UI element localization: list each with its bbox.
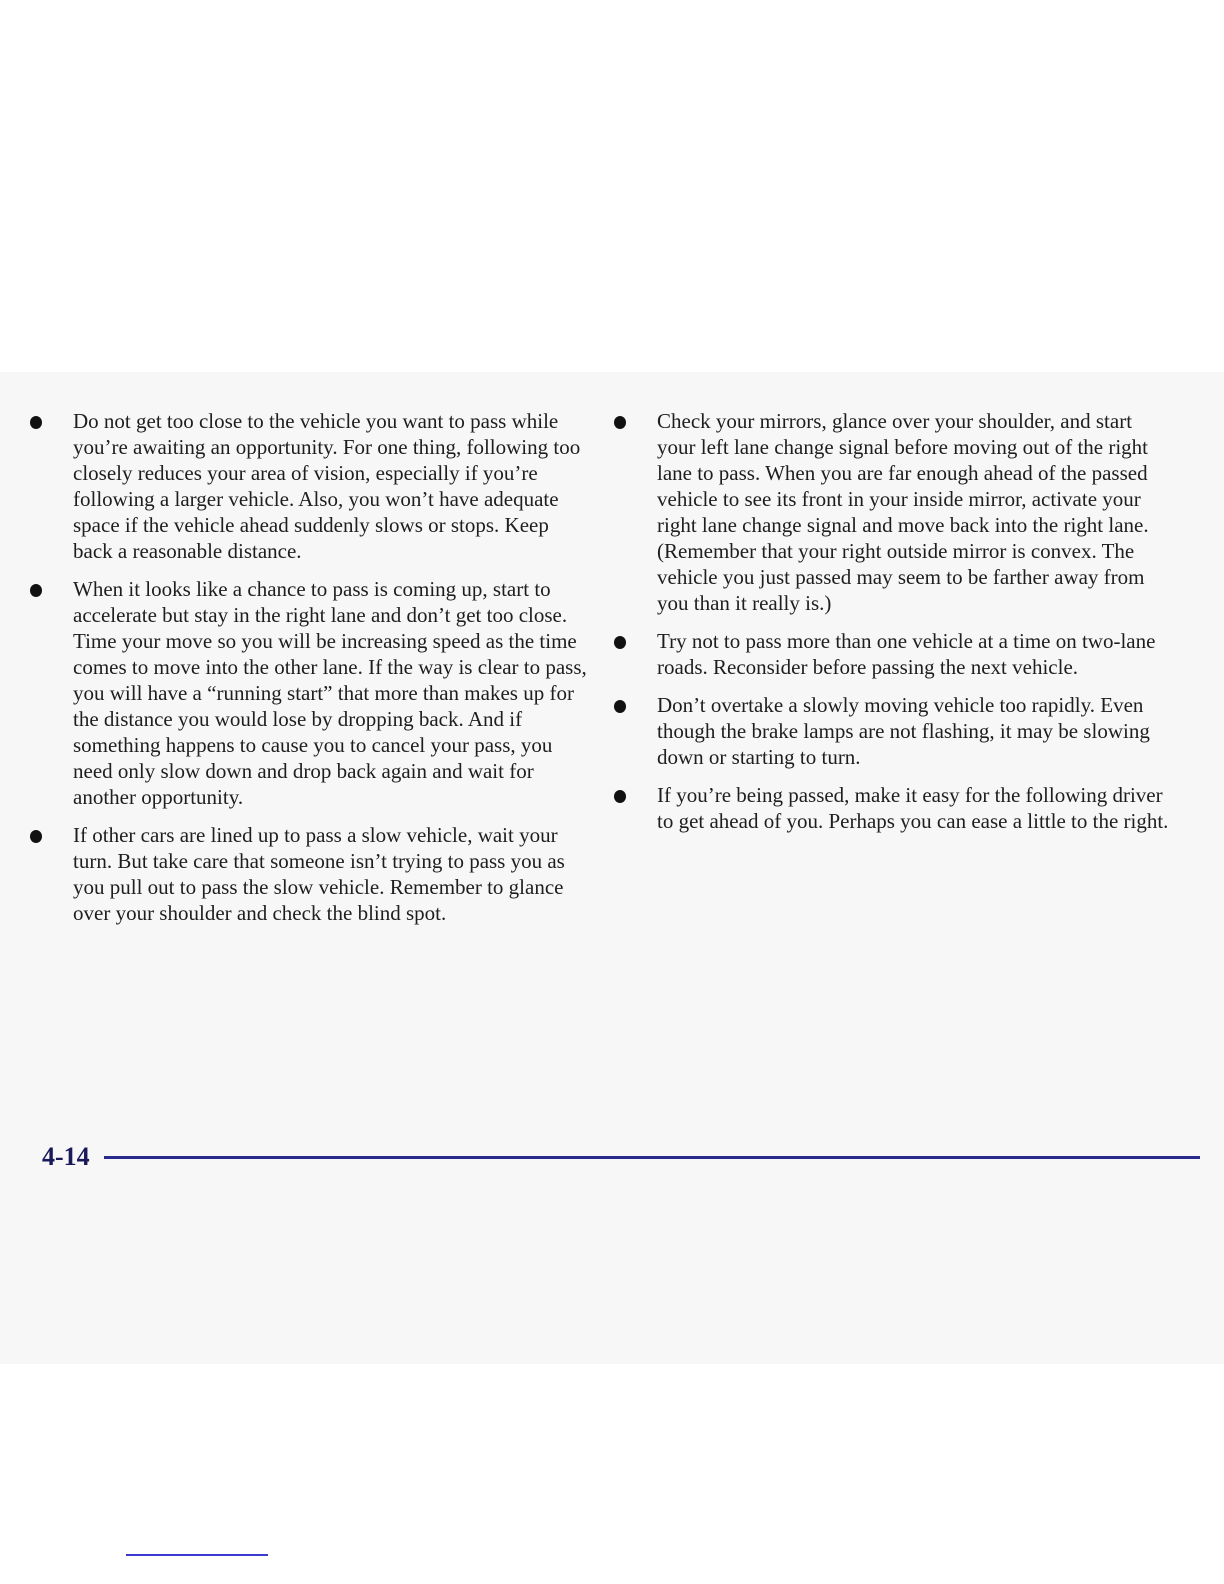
list-item xyxy=(30,576,590,810)
list-item xyxy=(30,822,590,926)
bullet-icon xyxy=(30,416,42,429)
list-item xyxy=(614,692,1174,770)
bullet-icon xyxy=(30,830,42,843)
page-footer xyxy=(42,1142,1162,1172)
bullet-icon xyxy=(614,636,626,649)
list-item xyxy=(614,628,1174,680)
list-item xyxy=(30,408,590,564)
bullet-icon xyxy=(30,584,42,597)
list-item xyxy=(614,782,1174,834)
bullet-text: Check your mirrors, glance over your shoulder, and start your left lane change signal before moving out of the right lane to pass. When you are far enough ahead of the passed vehicle to see its front in your inside mirror, activate your right lane change signal and move back into the right lane. (Remember that your right outside mirror is convex. The vehicle you just passed may seem to be farther away from you than it really is.) xyxy=(657,409,1149,615)
bullet-text: If you’re being passed, make it easy for the following driver to get ahead of you. Perhaps you can ease a little to the right. xyxy=(657,783,1169,833)
bullet-text: Try not to pass more than one vehicle at a time on two-lane roads. Reconsider before passing the next vehicle. xyxy=(657,629,1156,679)
bottom-divider xyxy=(126,1554,268,1556)
left-column xyxy=(30,408,590,938)
footer-rule xyxy=(104,1156,1200,1159)
manual-page xyxy=(0,372,1224,1364)
bullet-icon xyxy=(614,700,626,713)
bullet-icon xyxy=(614,790,626,803)
bullet-text: When it looks like a chance to pass is coming up, start to accelerate but stay in the right lane and don’t get too close. Time your move so you will be increasing speed as the time comes to move into the other lane. If the way is clear to pass, you will have a “running start” that more than makes up for the distance you would lose by dropping back. And if something happens to cause you to cancel your pass, you need only slow down and drop back again and wait for another opportunity. xyxy=(73,577,587,809)
right-column xyxy=(614,408,1174,846)
bullet-icon xyxy=(614,416,626,429)
bullet-text: Do not get too close to the vehicle you want to pass while you’re awaiting an opportunity. For one thing, following too closely reduces your area of vision, especially if you’re following a larger vehicle. Also, you won’t have adequate space if the vehicle ahead suddenly slows or stops. Keep back a reasonable distance. xyxy=(73,409,581,563)
bullet-text: If other cars are lined up to pass a slow vehicle, wait your turn. But take care that someone isn’t trying to pass you as you pull out to pass the slow vehicle. Remember to glance over your shoulder and check the blind spot. xyxy=(73,823,565,925)
list-item xyxy=(614,408,1174,616)
bullet-text: Don’t overtake a slowly moving vehicle too rapidly. Even though the brake lamps are not flashing, it may be slowing down or starting to turn. xyxy=(657,693,1150,769)
page-number: 4-14 xyxy=(42,1142,90,1171)
